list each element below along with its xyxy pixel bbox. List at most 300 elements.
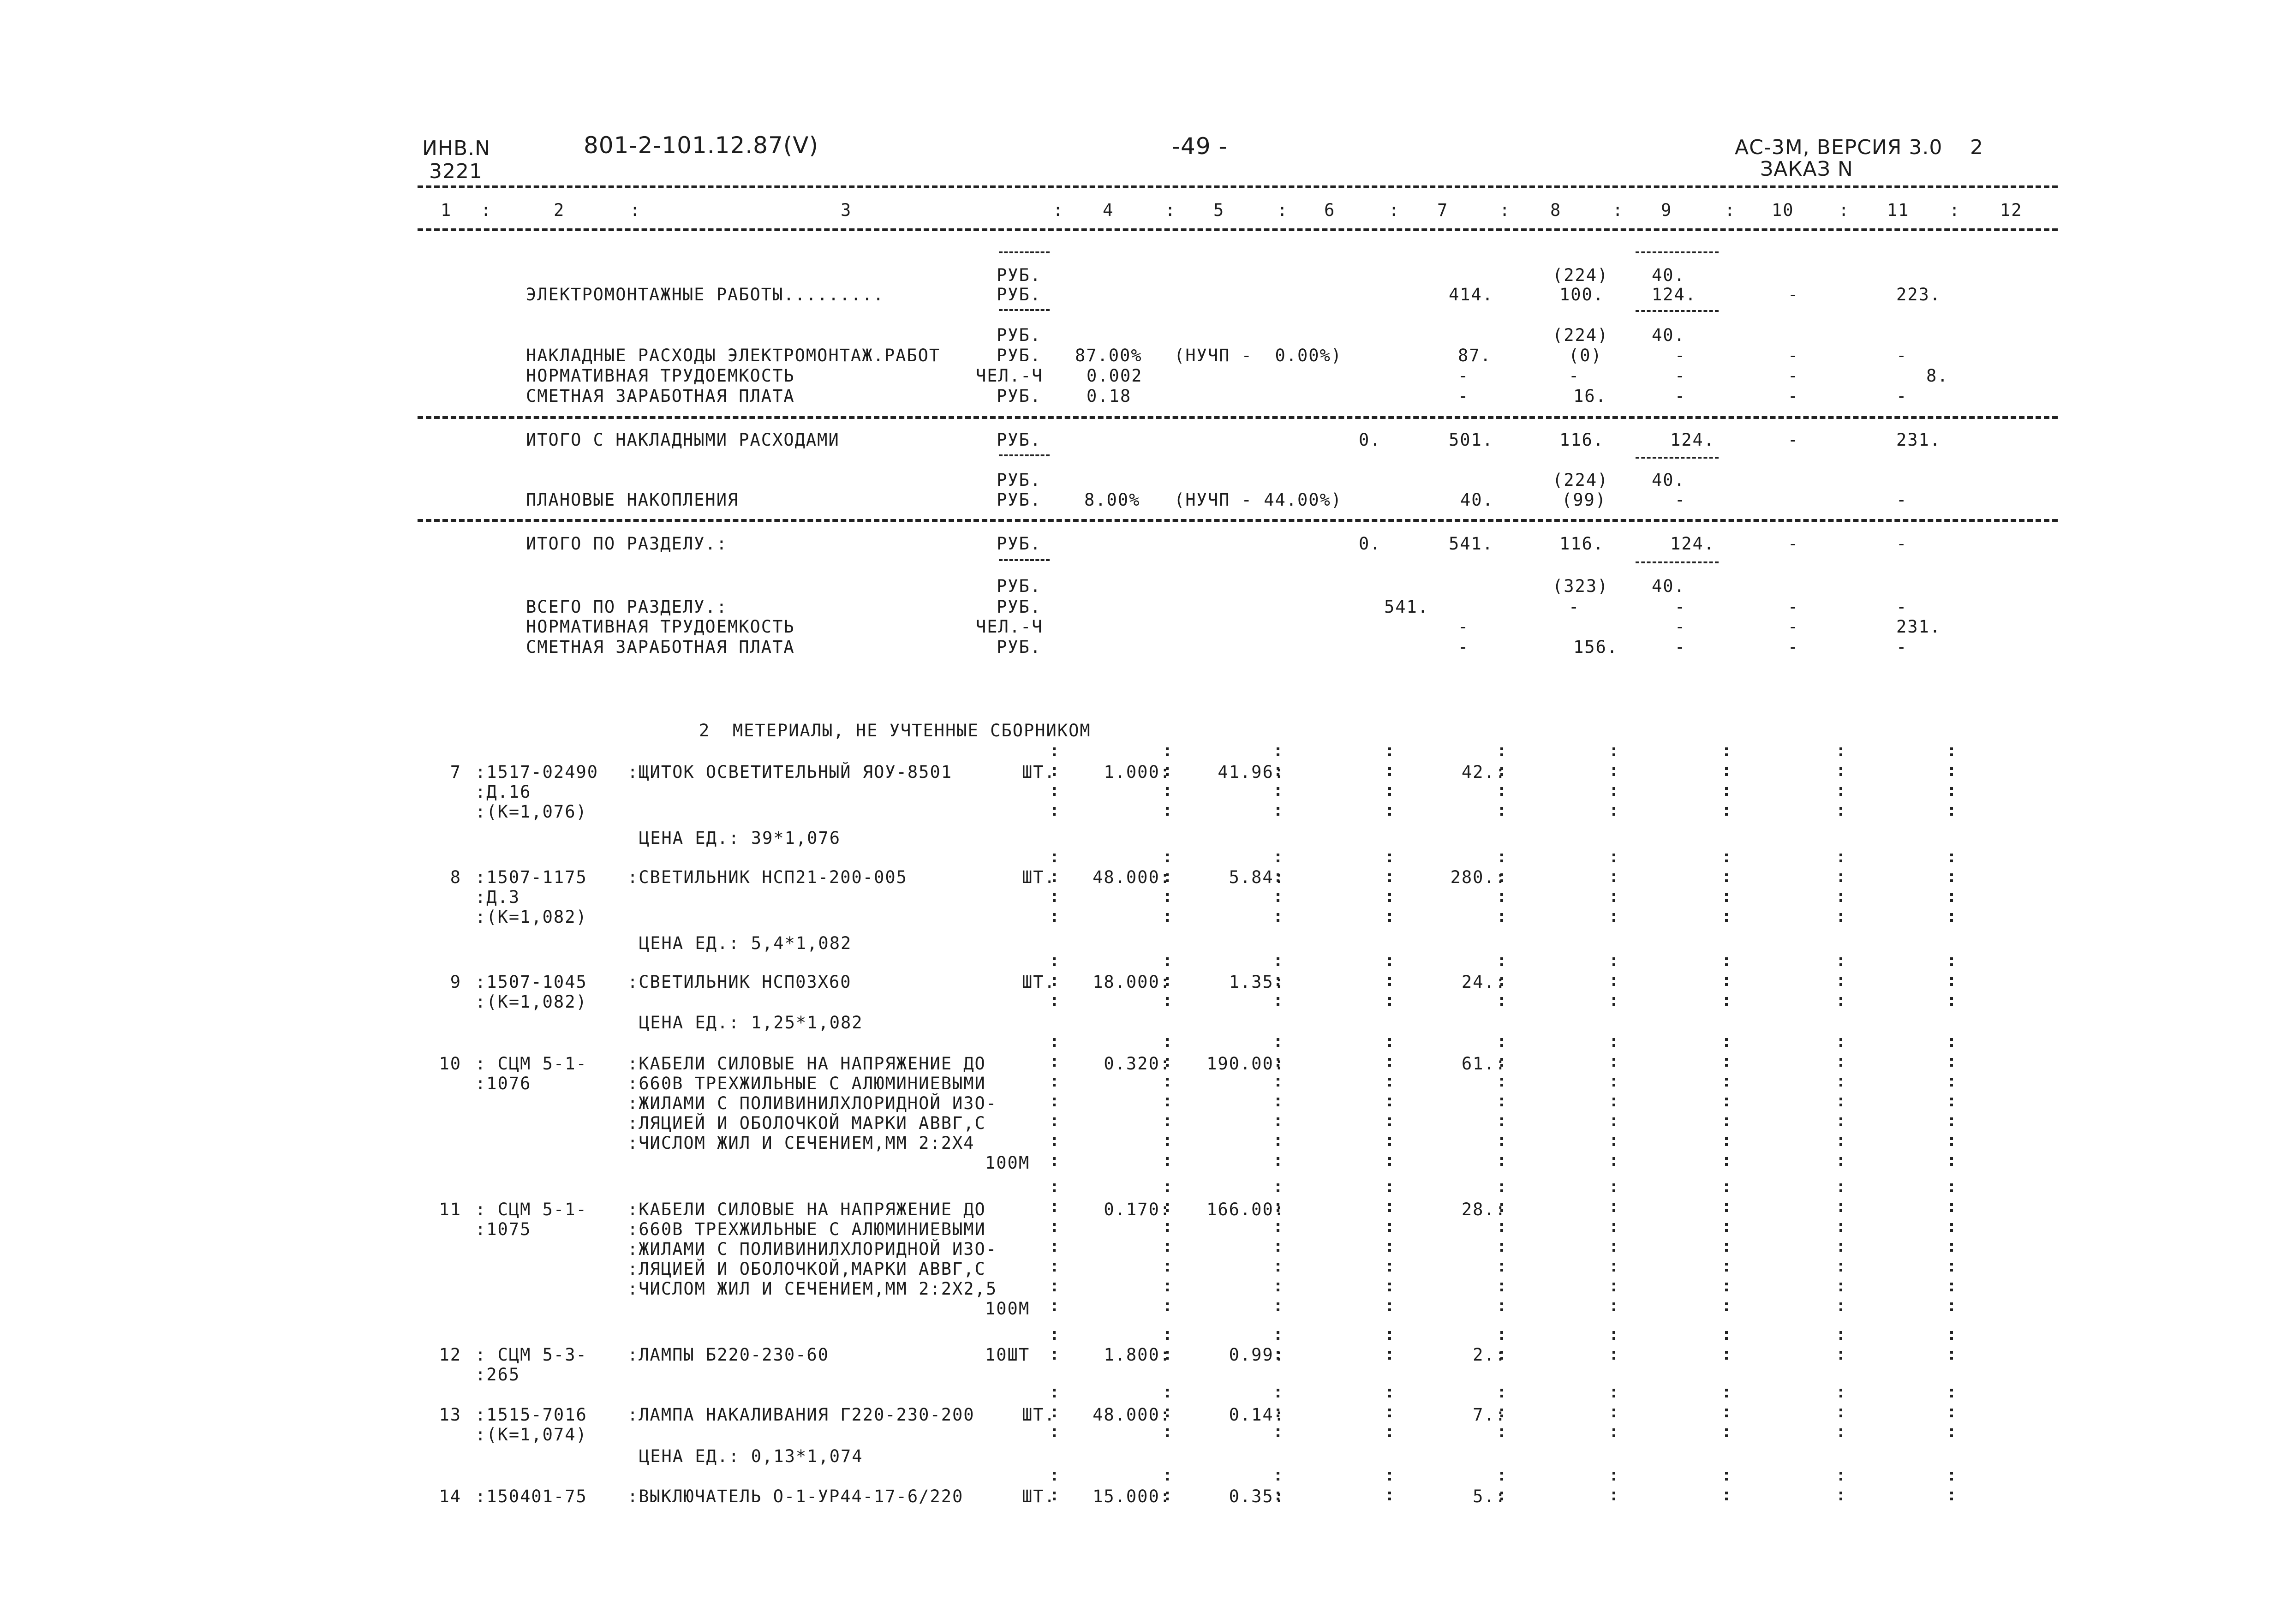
unit-text: ЧЕЛ.-Ч — [976, 617, 1043, 637]
separator-dot — [1612, 1123, 1615, 1126]
separator-dot — [1277, 1223, 1279, 1226]
separator-dot — [1725, 793, 1728, 796]
cell-text: (99) — [1562, 490, 1607, 510]
separator-dot — [1053, 957, 1056, 960]
separator-dot — [1277, 1183, 1279, 1186]
separator-dot — [1277, 893, 1279, 896]
separator-dot — [1166, 1269, 1169, 1272]
separator-dot — [1277, 1137, 1279, 1140]
separator-dot — [1839, 1337, 1842, 1340]
separator-dot — [1500, 1331, 1503, 1334]
separator-dot — [1612, 1415, 1615, 1417]
unit-text: РУБ. — [997, 637, 1042, 657]
separator-dot — [1500, 1189, 1503, 1192]
item-unit: ШТ. — [1022, 972, 1056, 992]
separator-dot — [1388, 873, 1391, 876]
item-price-note: ЦЕНА ЕД.: 39*1,076 — [639, 828, 841, 848]
separator-dot — [1500, 1038, 1503, 1041]
separator-dot — [1500, 1283, 1503, 1285]
separator-dot — [1500, 1104, 1503, 1106]
separator-dot — [1053, 1038, 1056, 1041]
separator-dot — [1277, 1038, 1279, 1041]
separator-dot — [1277, 813, 1279, 816]
separator-dot — [1725, 1283, 1728, 1285]
separator-dot — [1950, 1183, 1953, 1186]
item-code: :1515-7016 — [475, 1405, 587, 1425]
separator-dot — [1500, 1098, 1503, 1100]
item-price: 0.14: — [1229, 1405, 1285, 1425]
separator-dot — [1612, 1104, 1615, 1106]
unit-text: РУБ. — [997, 386, 1042, 406]
separator-dot — [1612, 854, 1615, 856]
item-unit: 100М — [985, 1153, 1030, 1173]
cell-text: 0. — [1359, 534, 1381, 554]
separator-dot — [1839, 1428, 1842, 1431]
separator-dot — [1277, 919, 1279, 922]
cell-text: 124. — [1652, 285, 1697, 304]
separator-dot — [1388, 963, 1391, 966]
separator-dot — [1725, 1478, 1728, 1481]
separator-dot — [1388, 977, 1391, 980]
separator-dot — [1950, 1351, 1953, 1354]
separator-dot — [1388, 1409, 1391, 1411]
cell-text: 501. — [1449, 430, 1494, 450]
item-quantity: 1.800: — [1104, 1345, 1171, 1365]
separator-dot — [1725, 1428, 1728, 1431]
separator-dot — [1612, 1478, 1615, 1481]
separator-dot — [1612, 1038, 1615, 1041]
separator-dot — [1612, 919, 1615, 922]
separator-dot — [1166, 1389, 1169, 1391]
separator-dot — [1612, 1243, 1615, 1246]
separator-dot — [1166, 1104, 1169, 1106]
separator-dot — [1950, 773, 1953, 776]
col-4: 4 — [1103, 200, 1114, 220]
cell-text: 40. — [1652, 470, 1685, 490]
item-unit: 100М — [985, 1299, 1030, 1319]
separator-dot — [1277, 1302, 1279, 1305]
separator-dot — [1950, 1098, 1953, 1100]
row-label: ЭЛЕКТРОМОНТАЖНЫЕ РАБОТЫ......... — [526, 285, 884, 304]
separator-dot — [1950, 1209, 1953, 1212]
item-code: :150401-75 — [475, 1487, 587, 1506]
item-code: :(К=1,076) — [475, 802, 587, 822]
separator-dot — [1277, 1263, 1279, 1266]
separator-dot — [1612, 1434, 1615, 1437]
unit-text: РУБ. — [997, 430, 1042, 450]
separator-dot — [1388, 1472, 1391, 1475]
separator-dot — [1166, 963, 1169, 966]
separator-dot — [1053, 860, 1056, 862]
separator-dot — [1053, 1337, 1056, 1340]
separator-dot — [1166, 1223, 1169, 1226]
separator-dot — [1612, 787, 1615, 790]
separator-dot — [1388, 1243, 1391, 1246]
row-label: НОРМАТИВНАЯ ТРУДОЕМКОСТЬ — [526, 617, 795, 637]
cell-text: 541. — [1449, 534, 1494, 554]
item-number: 12 — [439, 1345, 461, 1365]
item-price: 41.96: — [1218, 762, 1285, 782]
separator-dot — [1725, 1308, 1728, 1311]
separator-dot — [1612, 1269, 1615, 1272]
item-number: 13 — [439, 1405, 461, 1425]
separator-dot — [1388, 1434, 1391, 1437]
item-total: 7.: — [1473, 1405, 1506, 1425]
item-code: : СЦМ 5-1- — [475, 1200, 587, 1219]
separator-dot — [1839, 893, 1842, 896]
separator-dot — [1839, 983, 1842, 986]
item-quantity: 48.000: — [1093, 1405, 1171, 1425]
separator-dot — [1839, 1003, 1842, 1006]
separator-dot — [1839, 1302, 1842, 1305]
separator-dot — [1725, 1098, 1728, 1100]
separator-dot — [1612, 1409, 1615, 1411]
item-name-line: :ЖИЛАМИ С ПОЛИВИНИЛХЛОРИДНОЙ ИЗО- — [627, 1093, 997, 1113]
item-name-line: :660В ТРЕХЖИЛЬНЫЕ С АЛЮМИНИЕВЫМИ — [627, 1074, 986, 1093]
item-price: 0.35: — [1229, 1487, 1285, 1506]
item-total: 280.: — [1450, 867, 1506, 887]
separator-dot — [1950, 1084, 1953, 1087]
separator-dot — [1277, 1229, 1279, 1232]
separator-dot — [1950, 1263, 1953, 1266]
separator-dot — [1839, 1098, 1842, 1100]
section-title: 2 МЕТЕРИАЛЫ, НЕ УЧТЕННЫЕ СБОРНИКОМ — [699, 721, 1091, 740]
separator-dot — [1388, 1249, 1391, 1252]
separator-dot — [1500, 1434, 1503, 1437]
separator-dot — [1725, 1492, 1728, 1494]
separator-dot — [1053, 1269, 1056, 1272]
separator-dot — [1950, 1229, 1953, 1232]
separator-dot — [1166, 1395, 1169, 1397]
separator-dot — [1725, 1183, 1728, 1186]
separator-dot — [1950, 873, 1953, 876]
item-price: 190.00: — [1206, 1054, 1285, 1074]
separator-dot — [1500, 957, 1503, 960]
item-code: : СЦМ 5-3- — [475, 1345, 587, 1365]
cell-text: - — [1788, 637, 1799, 657]
separator-dot — [1839, 1117, 1842, 1120]
item-code: :Д.3 — [475, 887, 520, 907]
separator-dot — [1725, 963, 1728, 966]
separator-dot — [1166, 1157, 1169, 1160]
separator-dot — [1500, 854, 1503, 856]
separator-dot — [1388, 1337, 1391, 1340]
separator-dot — [1839, 963, 1842, 966]
cell-text: - — [1788, 597, 1799, 617]
separator-dot — [1053, 919, 1056, 922]
unit-text: РУБ. — [997, 597, 1042, 617]
separator-dot — [1388, 1395, 1391, 1397]
separator-dot — [1388, 1223, 1391, 1226]
separator-dot — [1388, 1428, 1391, 1431]
cell-text: - — [1458, 386, 1469, 406]
col-sep: : — [1612, 200, 1624, 220]
separator-dot — [1166, 1289, 1169, 1291]
separator-dot — [1277, 1308, 1279, 1311]
separator-dot — [1053, 854, 1056, 856]
separator-dot — [1725, 1157, 1728, 1160]
separator-dot — [1166, 793, 1169, 796]
separator-dot — [1388, 1269, 1391, 1272]
separator-dot — [1277, 957, 1279, 960]
item-code: :1075 — [475, 1219, 531, 1239]
col-1: 1 — [441, 200, 452, 220]
separator-dot — [1725, 1064, 1728, 1067]
separator-dot — [1277, 1269, 1279, 1272]
separator-dot — [1388, 1123, 1391, 1126]
separator-dot — [1612, 1263, 1615, 1266]
separator-dot — [1839, 773, 1842, 776]
separator-dot — [1839, 1243, 1842, 1246]
separator-dot — [1277, 1289, 1279, 1291]
separator-dot — [1839, 860, 1842, 862]
separator-dot — [1950, 997, 1953, 1000]
cell-text: - — [1788, 534, 1799, 554]
cell-text: (224) — [1553, 470, 1609, 490]
separator-dot — [1053, 1331, 1056, 1334]
inventory-label: ИНВ.N — [422, 137, 491, 160]
separator-dot — [1950, 899, 1953, 902]
separator-dot — [1612, 873, 1615, 876]
separator-dot — [1166, 893, 1169, 896]
separator-dot — [1166, 807, 1169, 810]
cell-text: 231. — [1896, 430, 1941, 450]
separator-dot — [1053, 1478, 1056, 1481]
separator-dot — [1839, 977, 1842, 980]
separator-dot — [1053, 1289, 1056, 1291]
item-quantity: 48.000: — [1093, 867, 1171, 887]
col-2: 2 — [554, 200, 565, 220]
separator-dot — [1388, 1209, 1391, 1212]
cell-text: 87. — [1458, 346, 1492, 365]
separator-dot — [1725, 854, 1728, 856]
separator-dot — [1725, 983, 1728, 986]
item-number: 10 — [439, 1054, 461, 1074]
separator-dot — [1950, 963, 1953, 966]
separator-dot — [1053, 1395, 1056, 1397]
separator-dot — [1950, 747, 1953, 750]
separator-dot — [1388, 1357, 1391, 1360]
separator-dot — [1166, 1189, 1169, 1192]
separator-dot — [1839, 1351, 1842, 1354]
order-label: ЗАКАЗ N — [1760, 157, 1853, 181]
separator-dot — [1166, 1137, 1169, 1140]
cell-text: - — [1896, 386, 1908, 406]
separator-dot — [1500, 1003, 1503, 1006]
separator-dot — [1388, 1044, 1391, 1047]
item-price-note: ЦЕНА ЕД.: 5,4*1,082 — [639, 933, 852, 953]
separator-dot — [1500, 1289, 1503, 1291]
separator-dot — [1166, 1098, 1169, 1100]
separator-dot — [1950, 1478, 1953, 1481]
separator-dot — [1950, 1249, 1953, 1252]
separator-dot — [1053, 753, 1056, 756]
separator-dot — [1839, 1415, 1842, 1417]
separator-dot — [1725, 1289, 1728, 1291]
cell-text: - — [1458, 617, 1469, 637]
separator-dot — [1388, 1498, 1391, 1500]
separator-dot — [1725, 1038, 1728, 1041]
separator-dot — [1053, 1003, 1056, 1006]
separator-dot — [1725, 807, 1728, 810]
separator-dot — [1950, 879, 1953, 882]
item-number: 11 — [439, 1200, 461, 1219]
separator-dot — [1053, 1078, 1056, 1081]
separator-dot — [1839, 1143, 1842, 1146]
separator-dot — [1388, 1263, 1391, 1266]
separator-dot — [1500, 813, 1503, 816]
separator-dot — [1388, 1331, 1391, 1334]
separator-dot — [1839, 854, 1842, 856]
item-name-line: :ЛЯЦИЕЙ И ОБОЛОЧКОЙ МАРКИ АВВГ,С — [627, 1113, 986, 1133]
separator-dot — [1166, 1428, 1169, 1431]
separator-dot — [1839, 1434, 1842, 1437]
separator-dot — [1388, 1117, 1391, 1120]
separator-dot — [1950, 854, 1953, 856]
separator-dot — [1725, 899, 1728, 902]
separator-dot — [1166, 1003, 1169, 1006]
separator-dot — [1612, 767, 1615, 770]
separator-dot — [1950, 1058, 1953, 1061]
item-name: :ВЫКЛЮЧАТЕЛЬ О-1-УР44-17-6/220 — [627, 1487, 964, 1506]
separator-dot — [1950, 1289, 1953, 1291]
separator-dot — [1053, 1302, 1056, 1305]
separator-dot — [1500, 1163, 1503, 1166]
separator-dot — [1277, 963, 1279, 966]
separator-dot — [1725, 873, 1728, 876]
separator-dot — [1500, 1263, 1503, 1266]
separator-dot — [1950, 1078, 1953, 1081]
separator-dot — [1277, 1337, 1279, 1340]
separator-dot — [1388, 1183, 1391, 1186]
unit-text: РУБ. — [997, 325, 1042, 345]
separator-dot — [1053, 1229, 1056, 1232]
separator-dot — [1950, 1137, 1953, 1140]
item-name-line: :ЧИСЛОМ ЖИЛ И СЕЧЕНИЕМ,ММ 2:2Х4 — [627, 1133, 975, 1153]
separator-dot — [1388, 860, 1391, 862]
separator-dot — [1725, 1003, 1728, 1006]
separator-dot — [1612, 1428, 1615, 1431]
separator-dot — [1612, 1098, 1615, 1100]
separator-dot — [1839, 1038, 1842, 1041]
unit-text: РУБ. — [997, 285, 1042, 304]
unit-text: РУБ. — [997, 470, 1042, 490]
separator-dot — [1725, 1269, 1728, 1272]
separator-dot — [1950, 1492, 1953, 1494]
separator-dot — [1725, 879, 1728, 882]
cell-text: 16. — [1573, 386, 1607, 406]
separator-dot — [1053, 1472, 1056, 1475]
item-quantity: 18.000: — [1093, 972, 1171, 992]
row-label: ИТОГО ПО РАЗДЕЛУ.: — [526, 534, 728, 554]
separator-dot — [1500, 1428, 1503, 1431]
separator-dot — [1950, 813, 1953, 816]
item-quantity: 0.170: — [1104, 1200, 1171, 1219]
separator-dot — [1612, 963, 1615, 966]
separator-dot — [1725, 1302, 1728, 1305]
separator-dot — [1053, 1428, 1056, 1431]
separator-dot — [1839, 1263, 1842, 1266]
separator-dot — [1612, 977, 1615, 980]
separator-dot — [1166, 813, 1169, 816]
separator-dot — [1950, 1337, 1953, 1340]
cell-text: 8. — [1926, 366, 1949, 386]
item-number: 8 — [450, 867, 461, 887]
separator-dot — [1166, 1472, 1169, 1475]
separator-dot — [1388, 747, 1391, 750]
cell-text: 8.00% — [1084, 490, 1141, 510]
separator-dot — [1388, 1084, 1391, 1087]
separator-dot — [1725, 1117, 1728, 1120]
separator-dot — [1166, 1183, 1169, 1186]
separator-dot — [1839, 957, 1842, 960]
cell-text: (НУЧП - 44.00%) — [1174, 490, 1343, 510]
cell-text: - — [1458, 366, 1469, 386]
separator-dot — [1388, 893, 1391, 896]
separator-dot — [1725, 1044, 1728, 1047]
cell-text: - — [1788, 366, 1799, 386]
separator-dot — [1388, 1163, 1391, 1166]
separator-dot — [1388, 767, 1391, 770]
separator-dot — [1166, 854, 1169, 856]
separator-dot — [1500, 807, 1503, 810]
col-sep: : — [1389, 200, 1400, 220]
separator-dot — [1388, 793, 1391, 796]
cell-text: 40. — [1652, 576, 1685, 596]
separator-dot — [1500, 1044, 1503, 1047]
cell-text: 40. — [1652, 325, 1685, 345]
separator-dot — [1725, 773, 1728, 776]
separator-dot — [1277, 997, 1279, 1000]
separator-dot — [1388, 1064, 1391, 1067]
separator-dot — [1839, 1229, 1842, 1232]
separator-dot — [1950, 807, 1953, 810]
separator-dot — [1612, 913, 1615, 916]
separator-dot — [1612, 807, 1615, 810]
separator-dot — [1166, 787, 1169, 790]
separator-dot — [1950, 1395, 1953, 1397]
separator-dot — [1500, 747, 1503, 750]
separator-dot — [1612, 1137, 1615, 1140]
cell-text: 223. — [1896, 285, 1941, 304]
system-version: АС-3М, ВЕРСИЯ 3.0 — [1735, 136, 1943, 159]
separator-dot — [1950, 1038, 1953, 1041]
separator-dot — [1839, 747, 1842, 750]
separator-dot — [1839, 1209, 1842, 1212]
separator-dot — [1277, 753, 1279, 756]
separator-dot — [1725, 1498, 1728, 1500]
separator-dot — [1950, 893, 1953, 896]
cell-text: - — [1675, 597, 1686, 617]
item-quantity: 0.320: — [1104, 1054, 1171, 1074]
row-label: ВСЕГО ПО РАЗДЕЛУ.: — [526, 597, 728, 617]
separator-dot — [1388, 773, 1391, 776]
separator-dot — [1839, 1498, 1842, 1500]
cell-text: 0. — [1359, 430, 1381, 450]
separator-dot — [1612, 997, 1615, 1000]
separator-dot — [1612, 879, 1615, 882]
separator-dot — [1388, 1351, 1391, 1354]
item-unit: ШТ. — [1022, 867, 1056, 887]
separator-dot — [1277, 1243, 1279, 1246]
item-total: 24.: — [1461, 972, 1506, 992]
cell-text: - — [1788, 346, 1799, 365]
item-price-note: ЦЕНА ЕД.: 0,13*1,074 — [639, 1446, 863, 1466]
cell-text: - — [1788, 430, 1799, 450]
separator-dot — [1950, 1123, 1953, 1126]
separator-dot — [1388, 913, 1391, 916]
item-code: : СЦМ 5-1- — [475, 1054, 587, 1074]
